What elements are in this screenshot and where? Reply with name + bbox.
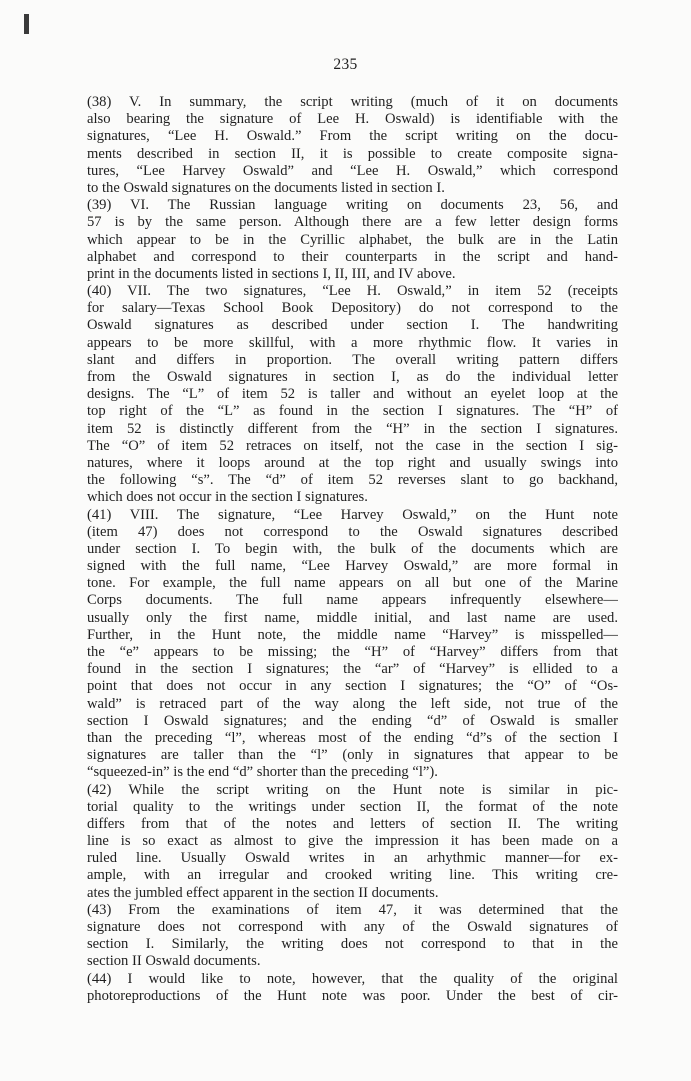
text-line: 57 is by the same person. Although there are a few letter design forms <box>87 214 618 231</box>
page-number: 235 <box>333 56 358 73</box>
text-line: under section I. To begin with, the bulk of the documents which are <box>87 540 618 557</box>
text-line: than the preceding “l”, whereas most of the ending “d”s of the section I <box>87 729 618 746</box>
text-line: from the Oswald signatures in section I, as do the individual letter <box>87 369 618 385</box>
text-line: also bearing the signature of Lee H. Oswald) is identifiable with the <box>87 111 618 128</box>
text-line: wald” is retraced part of the way along the left side, not true of the <box>87 695 618 712</box>
text-line: (41) VIII. The signature, “Lee Harvey Oswald,” on the Hunt note <box>87 506 618 523</box>
text-line: line is so exact as almost to give the impression it has been made on a <box>87 833 618 850</box>
text-line: the following “s”. The “d” of item 52 reverses slant to go backhand, <box>87 472 618 489</box>
text-line: ates the jumbled effect apparent in the section II documents. <box>87 884 439 901</box>
text-line: (item 47) does not correspond to the Oswald signatures described <box>87 523 618 540</box>
text-line: Corps documents. The full name appears infrequently elsewhere— <box>87 592 618 609</box>
text-line: torial quality to the writings under section II, the format of the note <box>87 798 618 815</box>
text-line: tures, “Lee Harvey Oswald” and “Lee H. Oswald,” which correspond <box>87 162 618 179</box>
text-line: Further, in the Hunt note, the middle name “Harvey” is misspelled— <box>87 626 618 643</box>
text-line: ample, with an irregular and crooked writing line. This writing cre- <box>87 867 618 884</box>
text-line: (38) V. In summary, the script writing (much of it on documents <box>87 94 618 110</box>
text-line: ruled line. Usually Oswald writes in an arhythmic manner—for ex- <box>87 850 618 867</box>
text-line: The “O” of item 52 retraces on itself, not the case in the section I sig- <box>87 437 618 454</box>
text-line: ments described in section II, it is possible to create composite signa- <box>87 145 618 162</box>
text-line: appears to be more skillful, with a more rhythmic flow. It varies in <box>87 334 618 351</box>
text-line: found in the section I signatures; the “ar” of “Harvey” is ellided to a <box>87 661 618 678</box>
text-line: Oswald signatures as described under section I. The handwriting <box>87 317 618 334</box>
text-line: (44) I would like to note, however, that the quality of the original <box>87 970 618 987</box>
text-line: the “e” appears to be missing; the “H” of “Harvey” differs from that <box>87 644 618 660</box>
text-line: signature does not correspond with any of the Oswald signatures of <box>87 919 618 935</box>
scan-margin-mark <box>24 14 29 34</box>
text-line: (43) From the examinations of item 47, it was determined that the <box>87 901 618 918</box>
text-line: designs. The “L” of item 52 is taller and without an eyelet loop at the <box>87 386 618 403</box>
text-line: (42) While the script writing on the Hunt note is similar in pic- <box>87 781 618 798</box>
text-line: section I Oswald signatures; and the ending “d” of Oswald is smaller <box>87 712 618 729</box>
text-line: usually only the first name, middle initial, and last name are used. <box>87 609 618 626</box>
text-line: signed with the full name, “Lee Harvey Oswald,” are more formal in <box>87 558 618 575</box>
text-line: differs from that of the notes and letters of section II. The writing <box>87 815 618 832</box>
text-line: signatures, “Lee H. Oswald.” From the script writing on the docu- <box>87 128 618 145</box>
text-line: natures, where it loops around at the top right and usually swings into <box>87 454 618 471</box>
text-line: section II Oswald documents. <box>87 953 261 970</box>
text-line: which does not occur in the section I signatures. <box>87 489 368 506</box>
text-line: tone. For example, the full name appears on all but one of the Marine <box>87 575 618 592</box>
text-line: item 52 is distinctly different from the “H” in the section I signatures. <box>87 420 618 437</box>
text-line: point that does not occur in any section I signatures; the “O” of “Os- <box>87 678 618 695</box>
text-line: slant and differs in proportion. The overall writing pattern differs <box>87 351 618 368</box>
text-line: (40) VII. The two signatures, “Lee H. Oswald,” in item 52 (receipts <box>87 283 618 300</box>
text-line: section I. Similarly, the writing does not correspond to that in the <box>87 936 618 953</box>
text-line: “squeezed-in” is the end “d” shorter than the preceding “l”). <box>87 764 438 781</box>
text-line: top right of the “L” as found in the section I signatures. The “H” of <box>87 403 618 420</box>
text-line: to the Oswald signatures on the documents listed in section I. <box>87 179 445 196</box>
text-line: alphabet and correspond to their counterparts in the script and hand- <box>87 248 618 265</box>
body-text <box>87 94 618 1005</box>
text-line: for salary—Texas School Book Depository) do not correspond to the <box>87 300 618 317</box>
text-line: which appear to be in the Cyrillic alphabet, the bulk are in the Latin <box>87 231 618 248</box>
text-line: signatures are taller than the “l” (only in signatures that appear to be <box>87 747 618 764</box>
text-line: photoreproductions of the Hunt note was poor. Under the best of cir- <box>87 987 618 1004</box>
text-line: (39) VI. The Russian language writing on documents 23, 56, and <box>87 197 618 214</box>
text-line: print in the documents listed in sections I, II, III, and IV above. <box>87 265 456 282</box>
